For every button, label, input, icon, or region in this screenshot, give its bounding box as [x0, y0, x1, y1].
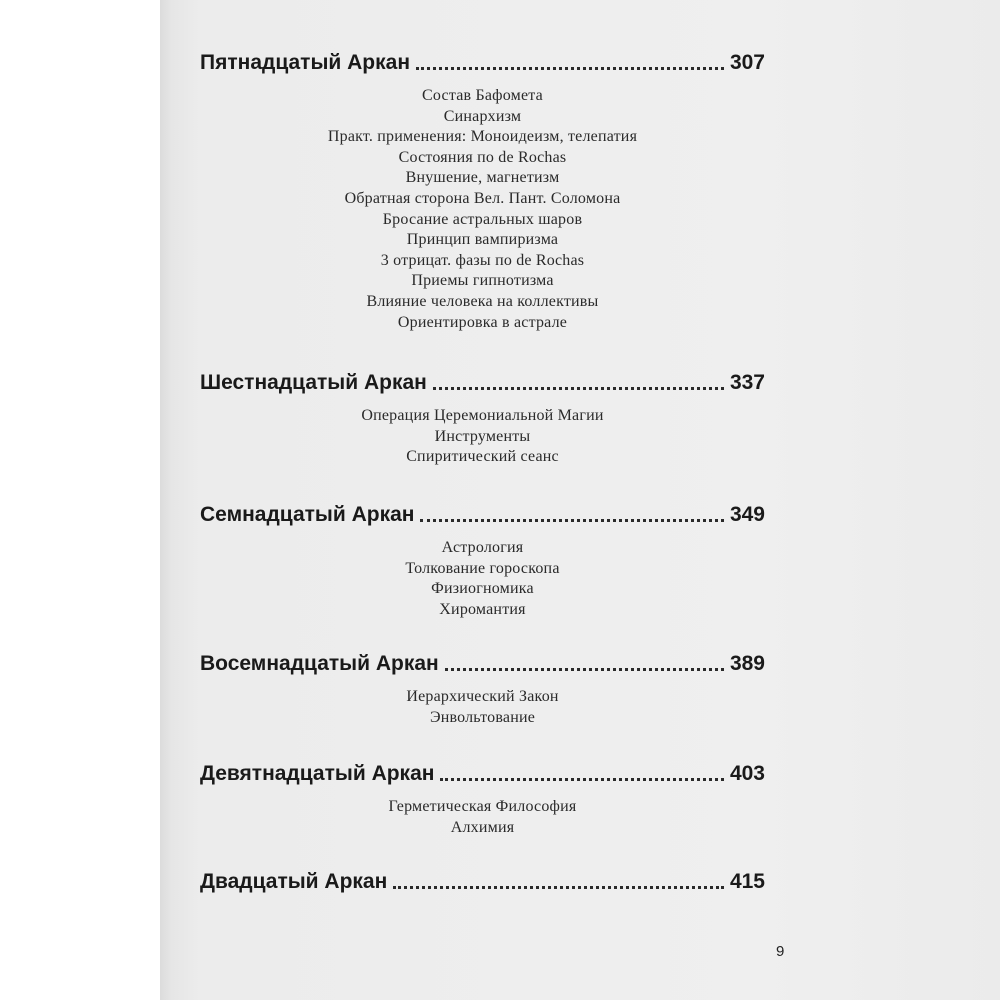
toc-section-20: [200, 869, 765, 895]
toc-subitem: Бросание астральных шаров: [382, 210, 583, 228]
toc-subitem: Ориентировка в астрале: [397, 313, 568, 331]
toc-subitem: Хиромантия: [439, 600, 526, 618]
toc-subitem: Влияние человека на коллективы: [366, 292, 599, 310]
section-page-number: 403: [729, 762, 765, 785]
toc-section-18: [200, 651, 765, 728]
toc-heading[interactable]: [200, 50, 765, 76]
toc-subitem: Состояния по de Rochas: [398, 148, 567, 166]
toc-subitems: [200, 687, 765, 728]
toc-subitems: [200, 406, 765, 468]
toc-subitem: Герметическая Философия: [388, 798, 577, 815]
book-page: [160, 0, 1000, 1000]
toc-subitems: [200, 538, 765, 620]
toc-subitem: Физиогномика: [431, 580, 534, 598]
dot-leader: [393, 886, 724, 889]
toc-subitem: Алхимия: [450, 818, 515, 836]
toc-section-19: [200, 761, 765, 838]
toc-section-17: [200, 502, 765, 620]
toc-subitem: Внушение, магнетизм: [405, 169, 560, 187]
section-page-number: 349: [729, 503, 765, 526]
toc-subitem: Принцип вампиризма: [406, 231, 559, 249]
section-title: Восемнадцатый Аркан: [200, 652, 439, 675]
section-page-number: 307: [729, 51, 765, 74]
toc-heading[interactable]: [200, 370, 765, 396]
section-title: Двадцатый Аркан: [200, 870, 388, 893]
toc-subitem: Обратная сторона Вел. Пант. Соломона: [344, 189, 621, 207]
toc-section-16: [200, 370, 765, 468]
toc-subitems: [200, 86, 765, 333]
toc-subitem: Практ. применения: Моноидеизм, телепатия: [327, 128, 638, 146]
section-page-number: 389: [729, 652, 765, 675]
toc-subitem: Спиритический сеанс: [406, 448, 559, 466]
section-title: Пятнадцатый Аркан: [200, 51, 410, 74]
section-title: Шестнадцатый Аркан: [200, 371, 427, 394]
toc-subitem: Астрология: [441, 539, 524, 556]
dot-leader: [440, 778, 724, 781]
toc-heading[interactable]: [200, 651, 765, 677]
dot-leader: [445, 668, 724, 671]
dot-leader: [416, 67, 724, 70]
dot-leader: [420, 519, 723, 522]
toc-subitem: Иерархический Закон: [406, 688, 559, 705]
page-number: 9: [776, 943, 785, 960]
section-page-number: 337: [729, 371, 765, 394]
toc-subitem: Состав Бафомета: [422, 87, 543, 104]
section-page-number: 415: [729, 870, 765, 893]
toc-subitem: Синархизм: [443, 107, 522, 125]
toc-subitem: Операция Церемониальной Магии: [361, 407, 604, 424]
toc-subitems: [200, 797, 765, 838]
section-title: Девятнадцатый Аркан: [200, 762, 435, 785]
toc-subitem: 3 отрицат. фазы по de Rochas: [380, 251, 585, 269]
toc-heading[interactable]: [200, 869, 765, 895]
toc-subitem: Энвольтование: [429, 708, 536, 726]
dot-leader: [433, 387, 724, 390]
toc-subitem: Приемы гипнотизма: [411, 272, 554, 290]
toc-subitem: Толкование гороскопа: [405, 559, 560, 577]
toc-subitem: Инструменты: [434, 427, 531, 445]
toc-section-15: [200, 50, 765, 333]
left-margin: [0, 0, 160, 1000]
toc-heading[interactable]: [200, 502, 765, 528]
section-title: Семнадцатый Аркан: [200, 503, 415, 526]
toc-heading[interactable]: [200, 761, 765, 787]
